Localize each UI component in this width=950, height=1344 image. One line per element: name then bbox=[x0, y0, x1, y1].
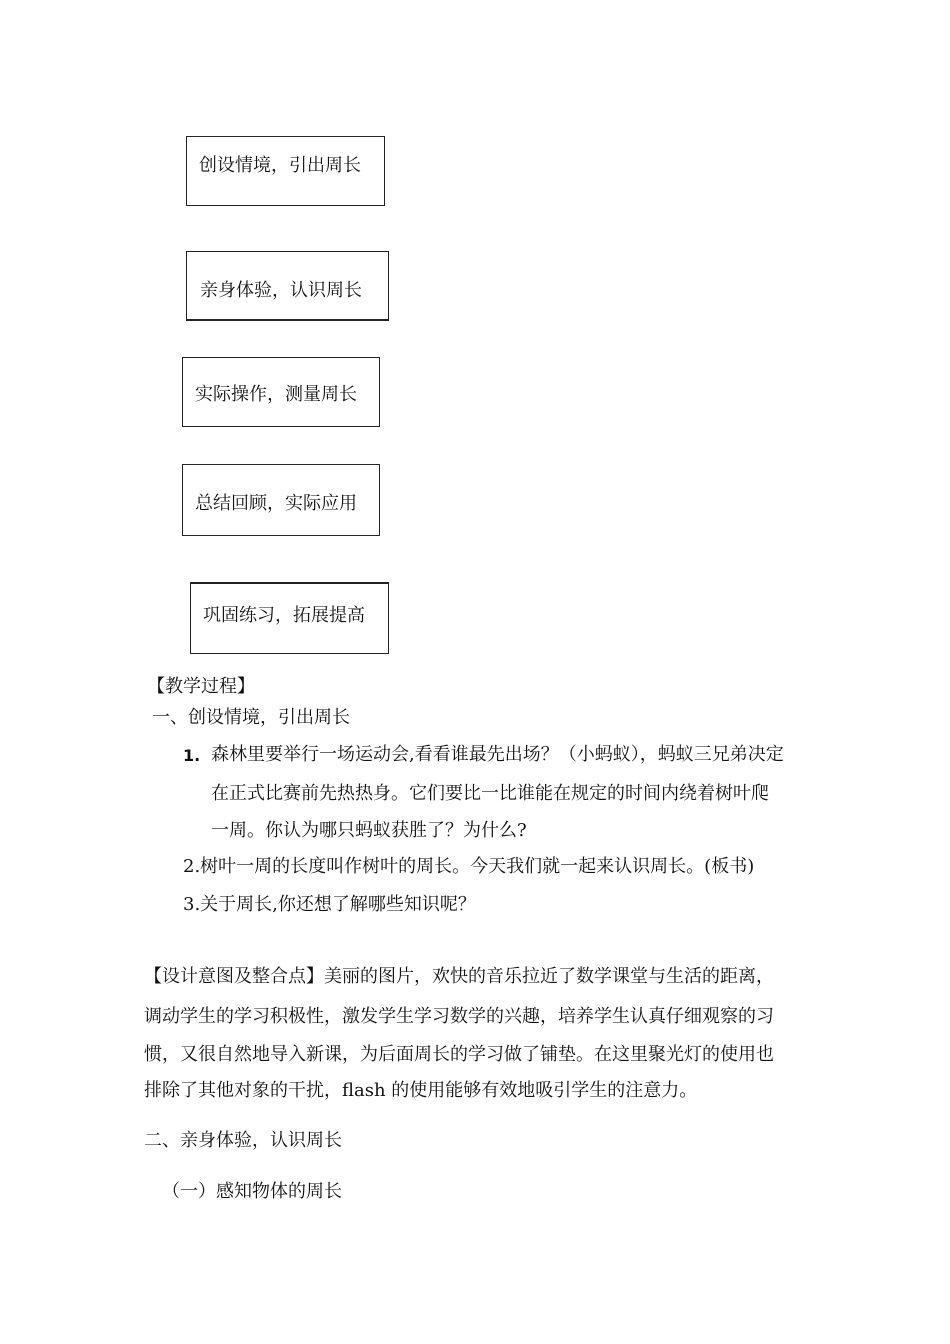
part2-subsection-1: （一）感知物体的周长 bbox=[162, 1181, 342, 1202]
design-note-line3: 惯，又很自然地导入新课，为后面周长的学习做了铺垫。在这里聚光灯的使用也 bbox=[144, 1044, 774, 1065]
flow-box-2 bbox=[186, 251, 389, 321]
part1-item2: 2.树叶一周的长度叫作树叶的周长。今天我们就一起来认识周长。(板书) bbox=[183, 856, 755, 877]
flow-box-5-label: 巩固练习，拓展提高 bbox=[203, 605, 365, 626]
part1-item1-line1: 森林里要举行一场运动会,看看谁最先出场？（小蚂蚁），蚂蚁三兄弟决定 bbox=[211, 744, 784, 765]
flow-box-2-label: 亲身体验，认识周长 bbox=[200, 280, 362, 301]
part1-item1-number: 1. bbox=[183, 746, 201, 765]
design-note-line4: 排除了其他对象的干扰，flash 的使用能够有效地吸引学生的注意力。 bbox=[144, 1080, 698, 1101]
design-note-line2: 调动学生的学习积极性，激发学生学习数学的兴趣，培养学生认真仔细观察的习 bbox=[144, 1006, 774, 1027]
design-note-line1: 【设计意图及整合点】美丽的图片，欢快的音乐拉近了数学课堂与生活的距离， bbox=[144, 966, 774, 987]
flow-box-3-label: 实际操作，测量周长 bbox=[195, 384, 357, 405]
flow-box-4 bbox=[182, 464, 380, 536]
part1-title: 一、创设情境，引出周长 bbox=[152, 707, 350, 728]
part1-item1-line3: 一周。你认为哪只蚂蚁获胜了？为什么? bbox=[211, 820, 527, 841]
flow-box-4-label: 总结回顾，实际应用 bbox=[195, 493, 357, 514]
part1-item3: 3.关于周长,你还想了解哪些知识呢？ bbox=[183, 894, 476, 915]
flow-box-3 bbox=[182, 357, 380, 427]
flow-box-5 bbox=[190, 582, 389, 654]
flow-box-1-label: 创设情境，引出周长 bbox=[199, 155, 361, 176]
flow-box-1 bbox=[186, 136, 385, 206]
section-header: 【教学过程】 bbox=[147, 676, 255, 697]
part2-title: 二、亲身体验，认识周长 bbox=[144, 1130, 342, 1151]
part1-item1-line2: 在正式比赛前先热热身。它们要比一比谁能在规定的时间内绕着树叶爬 bbox=[211, 783, 769, 804]
